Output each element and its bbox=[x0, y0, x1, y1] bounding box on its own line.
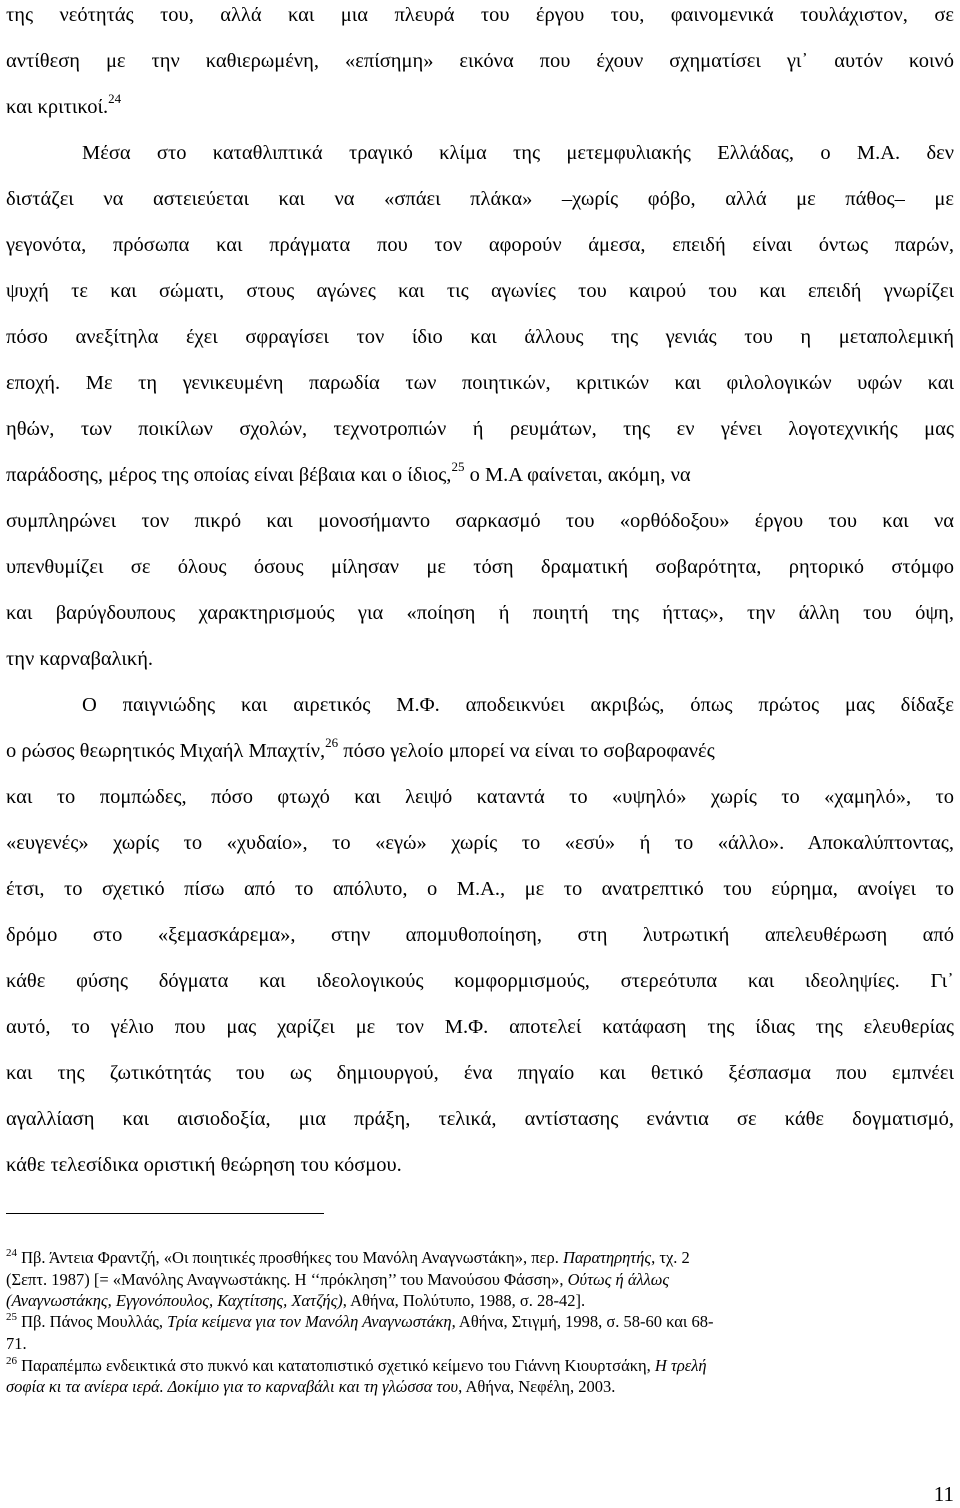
body-line: πόσο ανεξίτηλα έχει σφραγίσει τον ίδιο και άλλους της γενιάς του η μεταπολεμική bbox=[6, 326, 954, 348]
body-line: και το πομπώδες, πόσο φτωχό και λειψό καταντά το «υψηλό» χωρίς το «χαμηλό», το bbox=[6, 786, 954, 808]
footnote-line bbox=[6, 1377, 954, 1397]
body-line: υπενθυμίζει σε όλους όσους μίλησαν με τόση δραματική σοβαρότητα, ρητορικό στόμφο bbox=[6, 556, 954, 578]
body-line: αντίθεση με την καθιερωμένη, «επίσημη» εικόνα που έχουν σχηματίσει γι᾿ αυτόν κοινό bbox=[6, 50, 954, 72]
body-text: ο Μ.Α φαίνεται, ακόμη, να bbox=[464, 464, 691, 486]
footnote-ref-26: 26 bbox=[325, 735, 339, 750]
footnote-text: , Αθήνα, Νεφέλη, 2003. bbox=[458, 1377, 616, 1396]
footnote-text: (Σεπτ. 1987) [= «Μανόλης Αναγνωστάκης. Η ‘‘πρόκληση’’ του Μανούσου Φάσση», bbox=[6, 1270, 568, 1289]
footnote-italic: Παρατηρητής bbox=[562, 1248, 652, 1267]
footnote-number-24: 24 bbox=[6, 1247, 17, 1259]
footnote-line bbox=[6, 1270, 954, 1290]
body-line: και της ζωτικότητάς του ως δημιουργού, ένα πηγαίο και θετικό ξέσπασμα που εμπνέει bbox=[6, 1062, 954, 1084]
body-line bbox=[6, 459, 954, 488]
footnote-line bbox=[6, 1248, 954, 1268]
body-line: εποχή. Με τη γενικευμένη παρωδία των ποιητικών, κριτικών και φιλολογικών υφών και bbox=[6, 372, 954, 394]
footnote-italic: Τρία κείμενα για τον Μανόλη Αναγνωστάκη bbox=[167, 1312, 452, 1331]
body-line: Μέσα στο καταθλιπτικά τραγικό κλίμα της μετεμφυλιακής Ελλάδας, ο Μ.Α. δεν bbox=[82, 142, 954, 164]
body-text: και κριτικοί. bbox=[6, 96, 109, 118]
footnote-line bbox=[6, 1312, 954, 1332]
body-line: «ευγενές» χωρίς το «χυδαίο», το «εγώ» χωρίς το «εσύ» ή το «άλλο». Αποκαλύπτοντας, bbox=[6, 832, 954, 854]
footnote-text: , Αθήνα, Πολύτυπο, 1988, σ. 28-42]. bbox=[342, 1291, 586, 1310]
footnote-text: Πβ. Πάνος Μουλλάς, bbox=[17, 1312, 168, 1331]
footnote-line bbox=[6, 1291, 954, 1311]
body-text: παράδοσης, μέρος της οποίας είναι βέβαια και ο ίδιος, bbox=[6, 464, 452, 486]
body-line: δρόμο στο «ξεμασκάρεμα», στην απομυθοποίηση, στη λυτρωτική απελευθέρωση από bbox=[6, 924, 954, 946]
body-line: έτσι, το σχετικό πίσω από το απόλυτο, ο Μ.Α., με το ανατρεπτικό του εύρημα, ανοίγει το bbox=[6, 878, 954, 900]
body-line bbox=[6, 91, 954, 120]
body-line: ψυχή τε και σώματι, στους αγώνες και τις αγωνίες του καιρού του και επειδή γνωρίζει bbox=[6, 280, 954, 302]
footnote-number-26: 26 bbox=[6, 1355, 17, 1367]
body-text: ο ρώσος θεωρητικός Μιχαήλ Μπαχτίν, bbox=[6, 740, 326, 762]
footnote-line: 71. bbox=[6, 1334, 27, 1353]
footnote-italic: Η τρελή bbox=[654, 1356, 707, 1375]
body-line: ηθών, των ποικίλων σχολών, τεχνοτροπιών ή ρευμάτων, της εν γένει λογοτεχνικής μας bbox=[6, 418, 954, 440]
body-line: αγαλλίαση και αισιοδοξία, μια πράξη, τελικά, αντίστασης ενάντια σε κάθε δογματισμό, bbox=[6, 1108, 954, 1130]
body-line: διστάζει να αστειεύεται και να «σπάει πλάκα» –χωρίς φόβο, αλλά με πάθος– με bbox=[6, 188, 954, 210]
body-line: Ο παιγνιώδης και αιρετικός Μ.Φ. αποδεικνύει ακριβώς, όπως πρώτος μας δίδαξε bbox=[82, 694, 954, 716]
footnote-text: , Αθήνα, Στιγμή, 1998, σ. 58-60 και 68- bbox=[451, 1312, 714, 1331]
body-line: συμπληρώνει τον πικρό και μονοσήμαντο σαρκασμό του «ορθόδοξου» έργου του και να bbox=[6, 510, 954, 532]
footnote-separator bbox=[6, 1213, 324, 1214]
body-line: γεγονότα, πρόσωπα και πράγματα που τον αφορούν άμεσα, επειδή είναι όντως παρών, bbox=[6, 234, 954, 256]
body-line: της νεότητάς του, αλλά και μια πλευρά του έργου του, φαινομενικά τουλάχιστον, σε bbox=[6, 4, 954, 26]
footnote-italic: Ούτως ή άλλως bbox=[567, 1270, 670, 1289]
body-line: κάθε τελεσίδικα οριστική θεώρηση του κόσμου. bbox=[6, 1154, 402, 1176]
body-line: την καρναβαλική. bbox=[6, 648, 154, 670]
footnote-ref-24: 24 bbox=[108, 91, 122, 106]
body-line: και βαρύγδουπους χαρακτηρισμούς για «ποίηση ή ποιητή της ήττας», την άλλη του όψη, bbox=[6, 602, 954, 624]
body-text: πόσο γελοίο μπορεί να είναι το σοβαροφανές bbox=[338, 740, 715, 762]
footnote-text: Παραπέμπω ενδεικτικά στο πυκνό και κατατοπιστικό σχετικό κείμενο του Γιάννη Κιουρτσάκη, bbox=[17, 1356, 655, 1375]
body-line bbox=[6, 735, 954, 764]
footnote-text: , τχ. 2 bbox=[651, 1248, 690, 1267]
footnote-italic: σοφία κι τα ανίερα ιερά. Δοκίμιο για το καρναβάλι και τη γλώσσα του bbox=[6, 1377, 459, 1396]
footnote-line bbox=[6, 1356, 954, 1376]
footnote-italic: (Αναγνωστάκης, Εγγονόπουλος, Καχτίτσης, Χατζής) bbox=[6, 1291, 343, 1310]
body-line: αυτό, το γέλιο που μας χαρίζει με τον Μ.Φ. αποτελεί κατάφαση της ίδιας της ελευθερίας bbox=[6, 1016, 954, 1038]
footnote-text: Πβ. Άντεια Φραντζή, «Οι ποιητικές προσθήκες του Μανόλη Αναγνωστάκη», περ. bbox=[17, 1248, 563, 1267]
footnote-ref-25: 25 bbox=[451, 459, 465, 474]
body-line: κάθε φύσης δόγματα και ιδεολογικούς κομφορμισμούς, στερεότυπα και ιδεοληψίες. Γι᾿ bbox=[6, 970, 954, 992]
page-number: 11 bbox=[933, 1482, 954, 1506]
footnote-number-25: 25 bbox=[6, 1311, 17, 1323]
